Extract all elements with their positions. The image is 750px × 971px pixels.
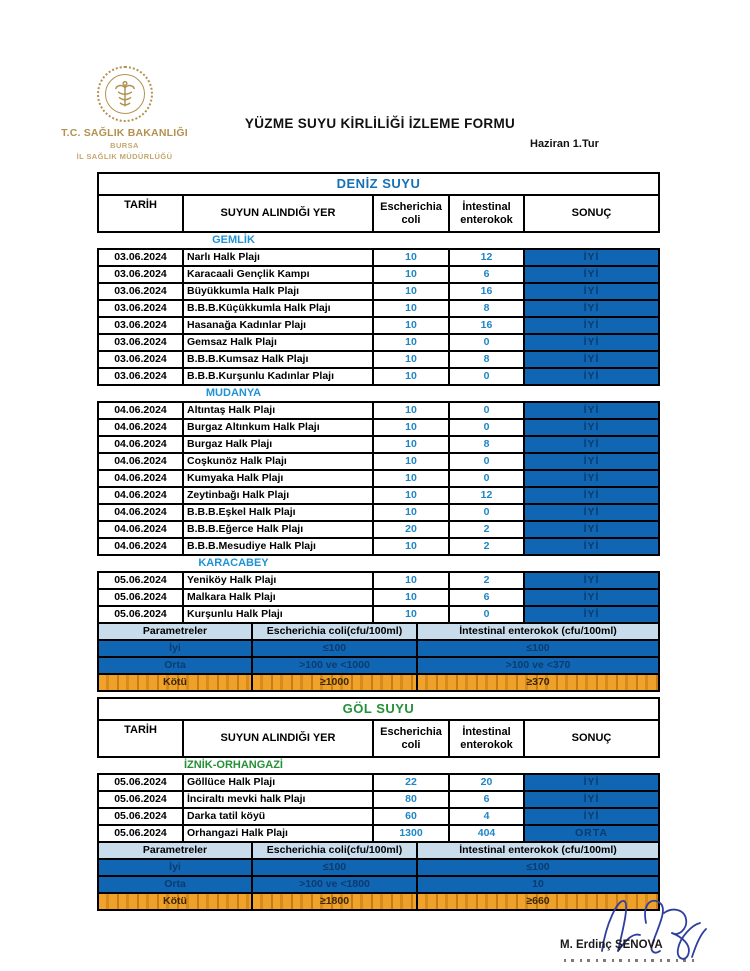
enterokok-value: 0	[448, 505, 523, 520]
place-cell: Göllüce Halk Plajı	[182, 775, 372, 790]
table-row	[99, 367, 658, 384]
place-cell: Hasanağa Kadınlar Plajı	[182, 318, 372, 333]
enterokok-value: 0	[448, 335, 523, 350]
result-badge: İYİ	[523, 539, 658, 554]
legend-ecoli-limit: ≤100	[251, 860, 416, 875]
result-badge: İYİ	[523, 454, 658, 469]
place-cell: B.B.B.Kurşunlu Kadınlar Plajı	[182, 369, 372, 384]
legend-header-row	[99, 622, 658, 639]
date-cell: 04.06.2024	[114, 404, 167, 416]
result-badge: İYİ	[523, 573, 658, 588]
place-cell: Burgaz Altınkum Halk Plajı	[182, 420, 372, 435]
table-title: DENİZ SUYU	[99, 174, 658, 196]
result-badge: İYİ	[523, 284, 658, 299]
ecoli-value: 80	[372, 792, 448, 807]
date-cell: 04.06.2024	[114, 540, 167, 552]
place-cell: Malkara Halk Plajı	[182, 590, 372, 605]
place-cell: B.B.B.Kumsaz Halk Plajı	[182, 352, 372, 367]
enterokok-value: 404	[448, 826, 523, 841]
legend-row	[99, 673, 658, 690]
legend-header-row	[99, 841, 658, 858]
enterokok-value: 2	[448, 539, 523, 554]
enterokok-value: 6	[448, 792, 523, 807]
date-cell: 04.06.2024	[114, 421, 167, 433]
table-row	[99, 435, 658, 452]
caduceus-icon	[105, 74, 145, 114]
ecoli-value: 10	[372, 284, 448, 299]
table-header-row	[99, 196, 658, 231]
signer-title-cutoff	[564, 959, 694, 962]
column-header: SUYUN ALINDIĞI YER	[182, 721, 372, 756]
column-header: TARİH	[124, 199, 157, 211]
legend-ecoli-limit: >100 ve <1000	[251, 658, 416, 673]
table-row	[99, 807, 658, 824]
district-section-label: KARACABEY	[97, 556, 370, 571]
legend-ecoli-limit: ≤100	[251, 641, 416, 656]
enterokok-value: 2	[448, 573, 523, 588]
place-cell: Karacaali Gençlik Kampı	[182, 267, 372, 282]
enterokok-value: 8	[448, 352, 523, 367]
section-rows-block	[97, 401, 660, 556]
place-cell: Zeytinbağı Halk Plajı	[182, 488, 372, 503]
legend-enterokok-limit: 10	[416, 877, 658, 892]
result-badge: İYİ	[523, 809, 658, 824]
legend-header-cell: Escherichia coli(cfu/100ml)	[251, 624, 416, 639]
ministry-name: T.C. SAĞLIK BAKANLIĞI	[61, 127, 188, 139]
table-row	[99, 452, 658, 469]
legend-enterokok-limit: ≤100	[416, 860, 658, 875]
legend-row	[99, 875, 658, 892]
table-row	[99, 469, 658, 486]
result-badge: İYİ	[523, 505, 658, 520]
column-header: SUYUN ALINDIĞI YER	[182, 196, 372, 231]
date-cell: 05.06.2024	[114, 608, 167, 620]
ecoli-value: 10	[372, 539, 448, 554]
date-cell: 05.06.2024	[114, 776, 167, 788]
table-head-block	[97, 697, 660, 758]
ecoli-value: 1300	[372, 826, 448, 841]
table-row	[99, 282, 658, 299]
column-header: Escherichia coli	[372, 721, 448, 756]
result-badge: İYİ	[523, 403, 658, 418]
place-cell: Kurşunlu Halk Plajı	[182, 607, 372, 622]
result-badge: İYİ	[523, 607, 658, 622]
ecoli-value: 10	[372, 267, 448, 282]
place-cell: B.B.B.Mesudiye Halk Plajı	[182, 539, 372, 554]
legend-enterokok-limit: ≥660	[416, 894, 658, 909]
place-cell: Yeniköy Halk Plajı	[182, 573, 372, 588]
date-cell: 04.06.2024	[114, 489, 167, 501]
enterokok-value: 16	[448, 318, 523, 333]
ecoli-value: 10	[372, 590, 448, 605]
date-cell: 03.06.2024	[114, 353, 167, 365]
ecoli-value: 10	[372, 250, 448, 265]
result-badge: İYİ	[523, 420, 658, 435]
date-cell: 03.06.2024	[114, 302, 167, 314]
enterokok-value: 8	[448, 437, 523, 452]
table-row	[99, 418, 658, 435]
result-badge: ORTA	[523, 826, 658, 841]
directorate-name: İL SAĞLIK MÜDÜRLÜĞÜ	[76, 152, 173, 161]
table-row	[99, 316, 658, 333]
date-cell: 05.06.2024	[114, 793, 167, 805]
place-cell: Kumyaka Halk Plajı	[182, 471, 372, 486]
legend-row	[99, 639, 658, 656]
enterokok-value: 6	[448, 267, 523, 282]
table-row	[99, 573, 658, 588]
result-badge: İYİ	[523, 267, 658, 282]
result-badge: İYİ	[523, 792, 658, 807]
place-cell: İnciraltı mevki halk Plajı	[182, 792, 372, 807]
legend-level-label: Kötü	[99, 894, 251, 909]
legend-enterokok-limit: ≤100	[416, 641, 658, 656]
ecoli-value: 10	[372, 488, 448, 503]
table-row	[99, 775, 658, 790]
date-cell: 04.06.2024	[114, 506, 167, 518]
health-ministry-emblem	[97, 66, 153, 122]
table-row	[99, 486, 658, 503]
legend-header-cell: İntestinal enterokok (cfu/100ml)	[416, 843, 658, 858]
city-name: BURSA	[110, 141, 139, 150]
ecoli-value: 10	[372, 471, 448, 486]
column-header: İntestinal enterokok	[448, 196, 523, 231]
enterokok-value: 0	[448, 403, 523, 418]
result-badge: İYİ	[523, 250, 658, 265]
ecoli-value: 10	[372, 607, 448, 622]
legend-enterokok-limit: >100 ve <370	[416, 658, 658, 673]
date-cell: 05.06.2024	[114, 574, 167, 586]
date-cell: 03.06.2024	[114, 319, 167, 331]
enterokok-value: 8	[448, 301, 523, 316]
ecoli-value: 10	[372, 301, 448, 316]
result-badge: İYİ	[523, 318, 658, 333]
table-row	[99, 250, 658, 265]
column-header: SONUÇ	[523, 196, 658, 231]
legend-ecoli-limit: ≥1800	[251, 894, 416, 909]
sea-water-table	[97, 172, 660, 692]
signer-name: M. Erdinç ŞENOVA	[560, 939, 663, 951]
section-rows-block	[97, 773, 660, 911]
legend-level-label: Kötü	[99, 675, 251, 690]
legend-level-label: Orta	[99, 877, 251, 892]
place-cell: Büyükkumla Halk Plajı	[182, 284, 372, 299]
place-cell: Narlı Halk Plajı	[182, 250, 372, 265]
enterokok-value: 0	[448, 454, 523, 469]
date-cell: 04.06.2024	[114, 472, 167, 484]
ecoli-value: 10	[372, 318, 448, 333]
enterokok-value: 0	[448, 369, 523, 384]
table-row	[99, 520, 658, 537]
district-section-label: MUDANYA	[97, 386, 370, 401]
legend-row	[99, 858, 658, 875]
enterokok-value: 12	[448, 488, 523, 503]
ecoli-value: 10	[372, 352, 448, 367]
ministry-logo-block	[52, 66, 197, 161]
place-cell: Coşkunöz Halk Plajı	[182, 454, 372, 469]
date-cell: 03.06.2024	[114, 251, 167, 263]
legend-ecoli-limit: ≥1000	[251, 675, 416, 690]
result-badge: İYİ	[523, 369, 658, 384]
date-cell: 03.06.2024	[114, 336, 167, 348]
enterokok-value: 20	[448, 775, 523, 790]
date-cell: 03.06.2024	[114, 285, 167, 297]
result-badge: İYİ	[523, 437, 658, 452]
date-cell: 05.06.2024	[114, 591, 167, 603]
column-header: İntestinal enterokok	[448, 721, 523, 756]
table-row	[99, 265, 658, 282]
result-badge: İYİ	[523, 775, 658, 790]
ecoli-value: 22	[372, 775, 448, 790]
enterokok-value: 16	[448, 284, 523, 299]
result-badge: İYİ	[523, 301, 658, 316]
table-header-row	[99, 721, 658, 756]
place-cell: Altıntaş Halk Plajı	[182, 403, 372, 418]
result-badge: İYİ	[523, 335, 658, 350]
result-badge: İYİ	[523, 488, 658, 503]
section-rows-block	[97, 571, 660, 692]
ecoli-value: 20	[372, 522, 448, 537]
enterokok-value: 4	[448, 809, 523, 824]
result-badge: İYİ	[523, 522, 658, 537]
table-row	[99, 299, 658, 316]
legend-header-cell: İntestinal enterokok (cfu/100ml)	[416, 624, 658, 639]
table-row	[99, 403, 658, 418]
enterokok-value: 12	[448, 250, 523, 265]
table-head-block	[97, 172, 660, 233]
signature-block	[540, 893, 740, 968]
round-label: Haziran 1.Tur	[530, 138, 599, 150]
enterokok-value: 2	[448, 522, 523, 537]
date-cell: 05.06.2024	[114, 810, 167, 822]
table-row	[99, 605, 658, 622]
legend-row	[99, 656, 658, 673]
date-cell: 04.06.2024	[114, 438, 167, 450]
table-row	[99, 824, 658, 841]
legend-level-label: Orta	[99, 658, 251, 673]
place-cell: Gemsaz Halk Plajı	[182, 335, 372, 350]
legend-enterokok-limit: ≥370	[416, 675, 658, 690]
column-header: SONUÇ	[523, 721, 658, 756]
legend-level-label: İyi	[99, 860, 251, 875]
form-title: YÜZME SUYU KİRLİLİĞİ İZLEME FORMU	[244, 116, 516, 131]
district-section-label: İZNİK-ORHANGAZİ	[97, 758, 370, 773]
table-row	[99, 333, 658, 350]
place-cell: Orhangazi Halk Plajı	[182, 826, 372, 841]
ecoli-value: 10	[372, 335, 448, 350]
date-cell: 03.06.2024	[114, 370, 167, 382]
result-badge: İYİ	[523, 471, 658, 486]
ecoli-value: 60	[372, 809, 448, 824]
legend-ecoli-limit: >100 ve <1800	[251, 877, 416, 892]
lake-water-table	[97, 697, 660, 911]
enterokok-value: 0	[448, 471, 523, 486]
place-cell: B.B.B.Küçükkumla Halk Plajı	[182, 301, 372, 316]
ecoli-value: 10	[372, 369, 448, 384]
result-badge: İYİ	[523, 352, 658, 367]
column-header: Escherichia coli	[372, 196, 448, 231]
handwritten-signature-icon	[588, 893, 718, 965]
legend-level-label: İyi	[99, 641, 251, 656]
legend-header-cell: Escherichia coli(cfu/100ml)	[251, 843, 416, 858]
place-cell: Burgaz Halk Plajı	[182, 437, 372, 452]
ecoli-value: 10	[372, 403, 448, 418]
table-row	[99, 503, 658, 520]
date-cell: 04.06.2024	[114, 455, 167, 467]
ecoli-value: 10	[372, 573, 448, 588]
table-row	[99, 790, 658, 807]
ecoli-value: 10	[372, 420, 448, 435]
date-cell: 04.06.2024	[114, 523, 167, 535]
place-cell: Darka tatil köyü	[182, 809, 372, 824]
date-cell: 03.06.2024	[114, 268, 167, 280]
enterokok-value: 6	[448, 590, 523, 605]
district-section-label: GEMLİK	[97, 233, 370, 248]
column-header: TARİH	[124, 724, 157, 736]
enterokok-value: 0	[448, 607, 523, 622]
date-cell: 05.06.2024	[114, 827, 167, 839]
table-row	[99, 588, 658, 605]
section-rows-block	[97, 248, 660, 386]
ecoli-value: 10	[372, 437, 448, 452]
result-badge: İYİ	[523, 590, 658, 605]
table-row	[99, 537, 658, 554]
enterokok-value: 0	[448, 420, 523, 435]
legend-header-cell: Parametreler	[99, 624, 251, 639]
table-title: GÖL SUYU	[99, 699, 658, 721]
legend-header-cell: Parametreler	[99, 843, 251, 858]
table-row	[99, 350, 658, 367]
place-cell: B.B.B.Eğerce Halk Plajı	[182, 522, 372, 537]
ecoli-value: 10	[372, 505, 448, 520]
ecoli-value: 10	[372, 454, 448, 469]
place-cell: B.B.B.Eşkel Halk Plajı	[182, 505, 372, 520]
